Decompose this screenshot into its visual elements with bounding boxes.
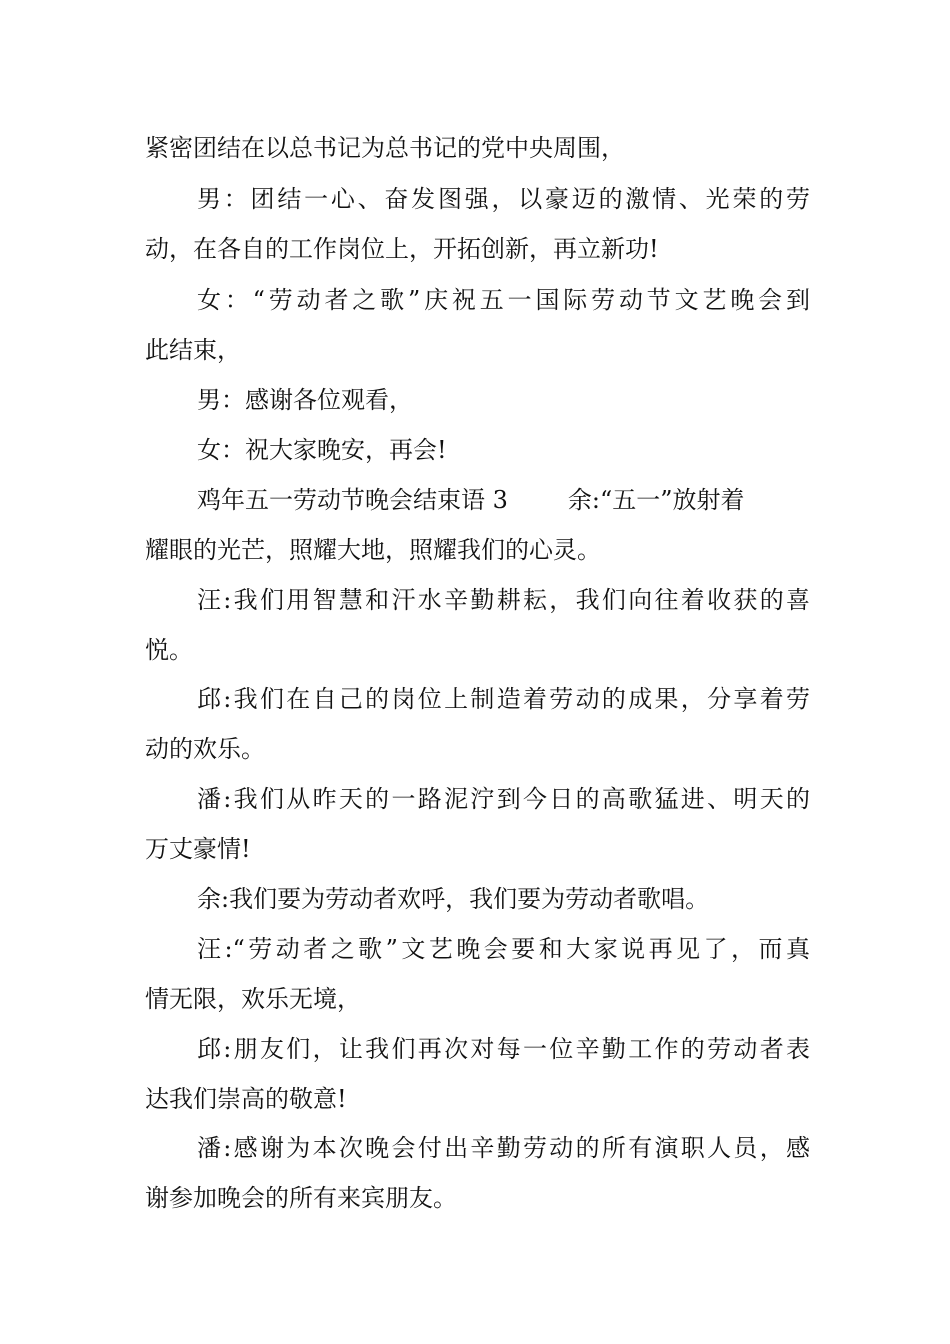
text-line: 悦。 [145, 636, 193, 664]
text-segment: 余:“五一”放射着 [567, 486, 745, 514]
text-line: 此结束， [145, 336, 241, 364]
text-line: 潘:我们从昨天的一路泥泞到今日的高歌猛进、明天的 [197, 785, 810, 813]
text-line: 女：祝大家晚安，再会! [197, 436, 447, 464]
text-line: 女：“劳动者之歌”庆祝五一国际劳动节文艺晚会到 [197, 286, 810, 314]
text-line: 动的欢乐。 [145, 735, 265, 763]
text-line: 邱:我们在自己的岗位上制造着劳动的成果，分享着劳 [197, 685, 810, 713]
text-line: 余:我们要为劳动者欢呼，我们要为劳动者歌唱。 [197, 885, 710, 913]
text-line: 谢参加晚会的所有来宾朋友。 [145, 1184, 457, 1212]
section-heading: 鸡年五一劳动节晚会结束语 3 [197, 486, 508, 514]
text-line: 潘:感谢为本次晚会付出辛勤劳动的所有演职人员，感 [197, 1134, 810, 1162]
text-line: 万丈豪情! [145, 835, 251, 863]
text-line: 男：团结一心、奋发图强，以豪迈的激情、光荣的劳 [197, 185, 810, 213]
text-line: 达我们崇高的敬意! [145, 1085, 347, 1113]
section-heading-line [197, 480, 810, 520]
text-line: 动，在各自的工作岗位上，开拓创新，再立新功! [145, 235, 659, 263]
text-line: 男：感谢各位观看， [197, 386, 413, 414]
text-line: 耀眼的光芒，照耀大地，照耀我们的心灵。 [145, 536, 601, 564]
text-line: 邱:朋友们，让我们再次对每一位辛勤工作的劳动者表 [197, 1035, 810, 1063]
text-line: 汪:我们用智慧和汗水辛勤耕耘，我们向往着收获的喜 [197, 586, 810, 614]
text-line: 情无限，欢乐无境， [145, 985, 361, 1013]
text-line: 紧密团结在以总书记为总书记的党中央周围， [145, 134, 625, 162]
text-line: 汪:“劳动者之歌”文艺晚会要和大家说再见了，而真 [197, 935, 810, 963]
